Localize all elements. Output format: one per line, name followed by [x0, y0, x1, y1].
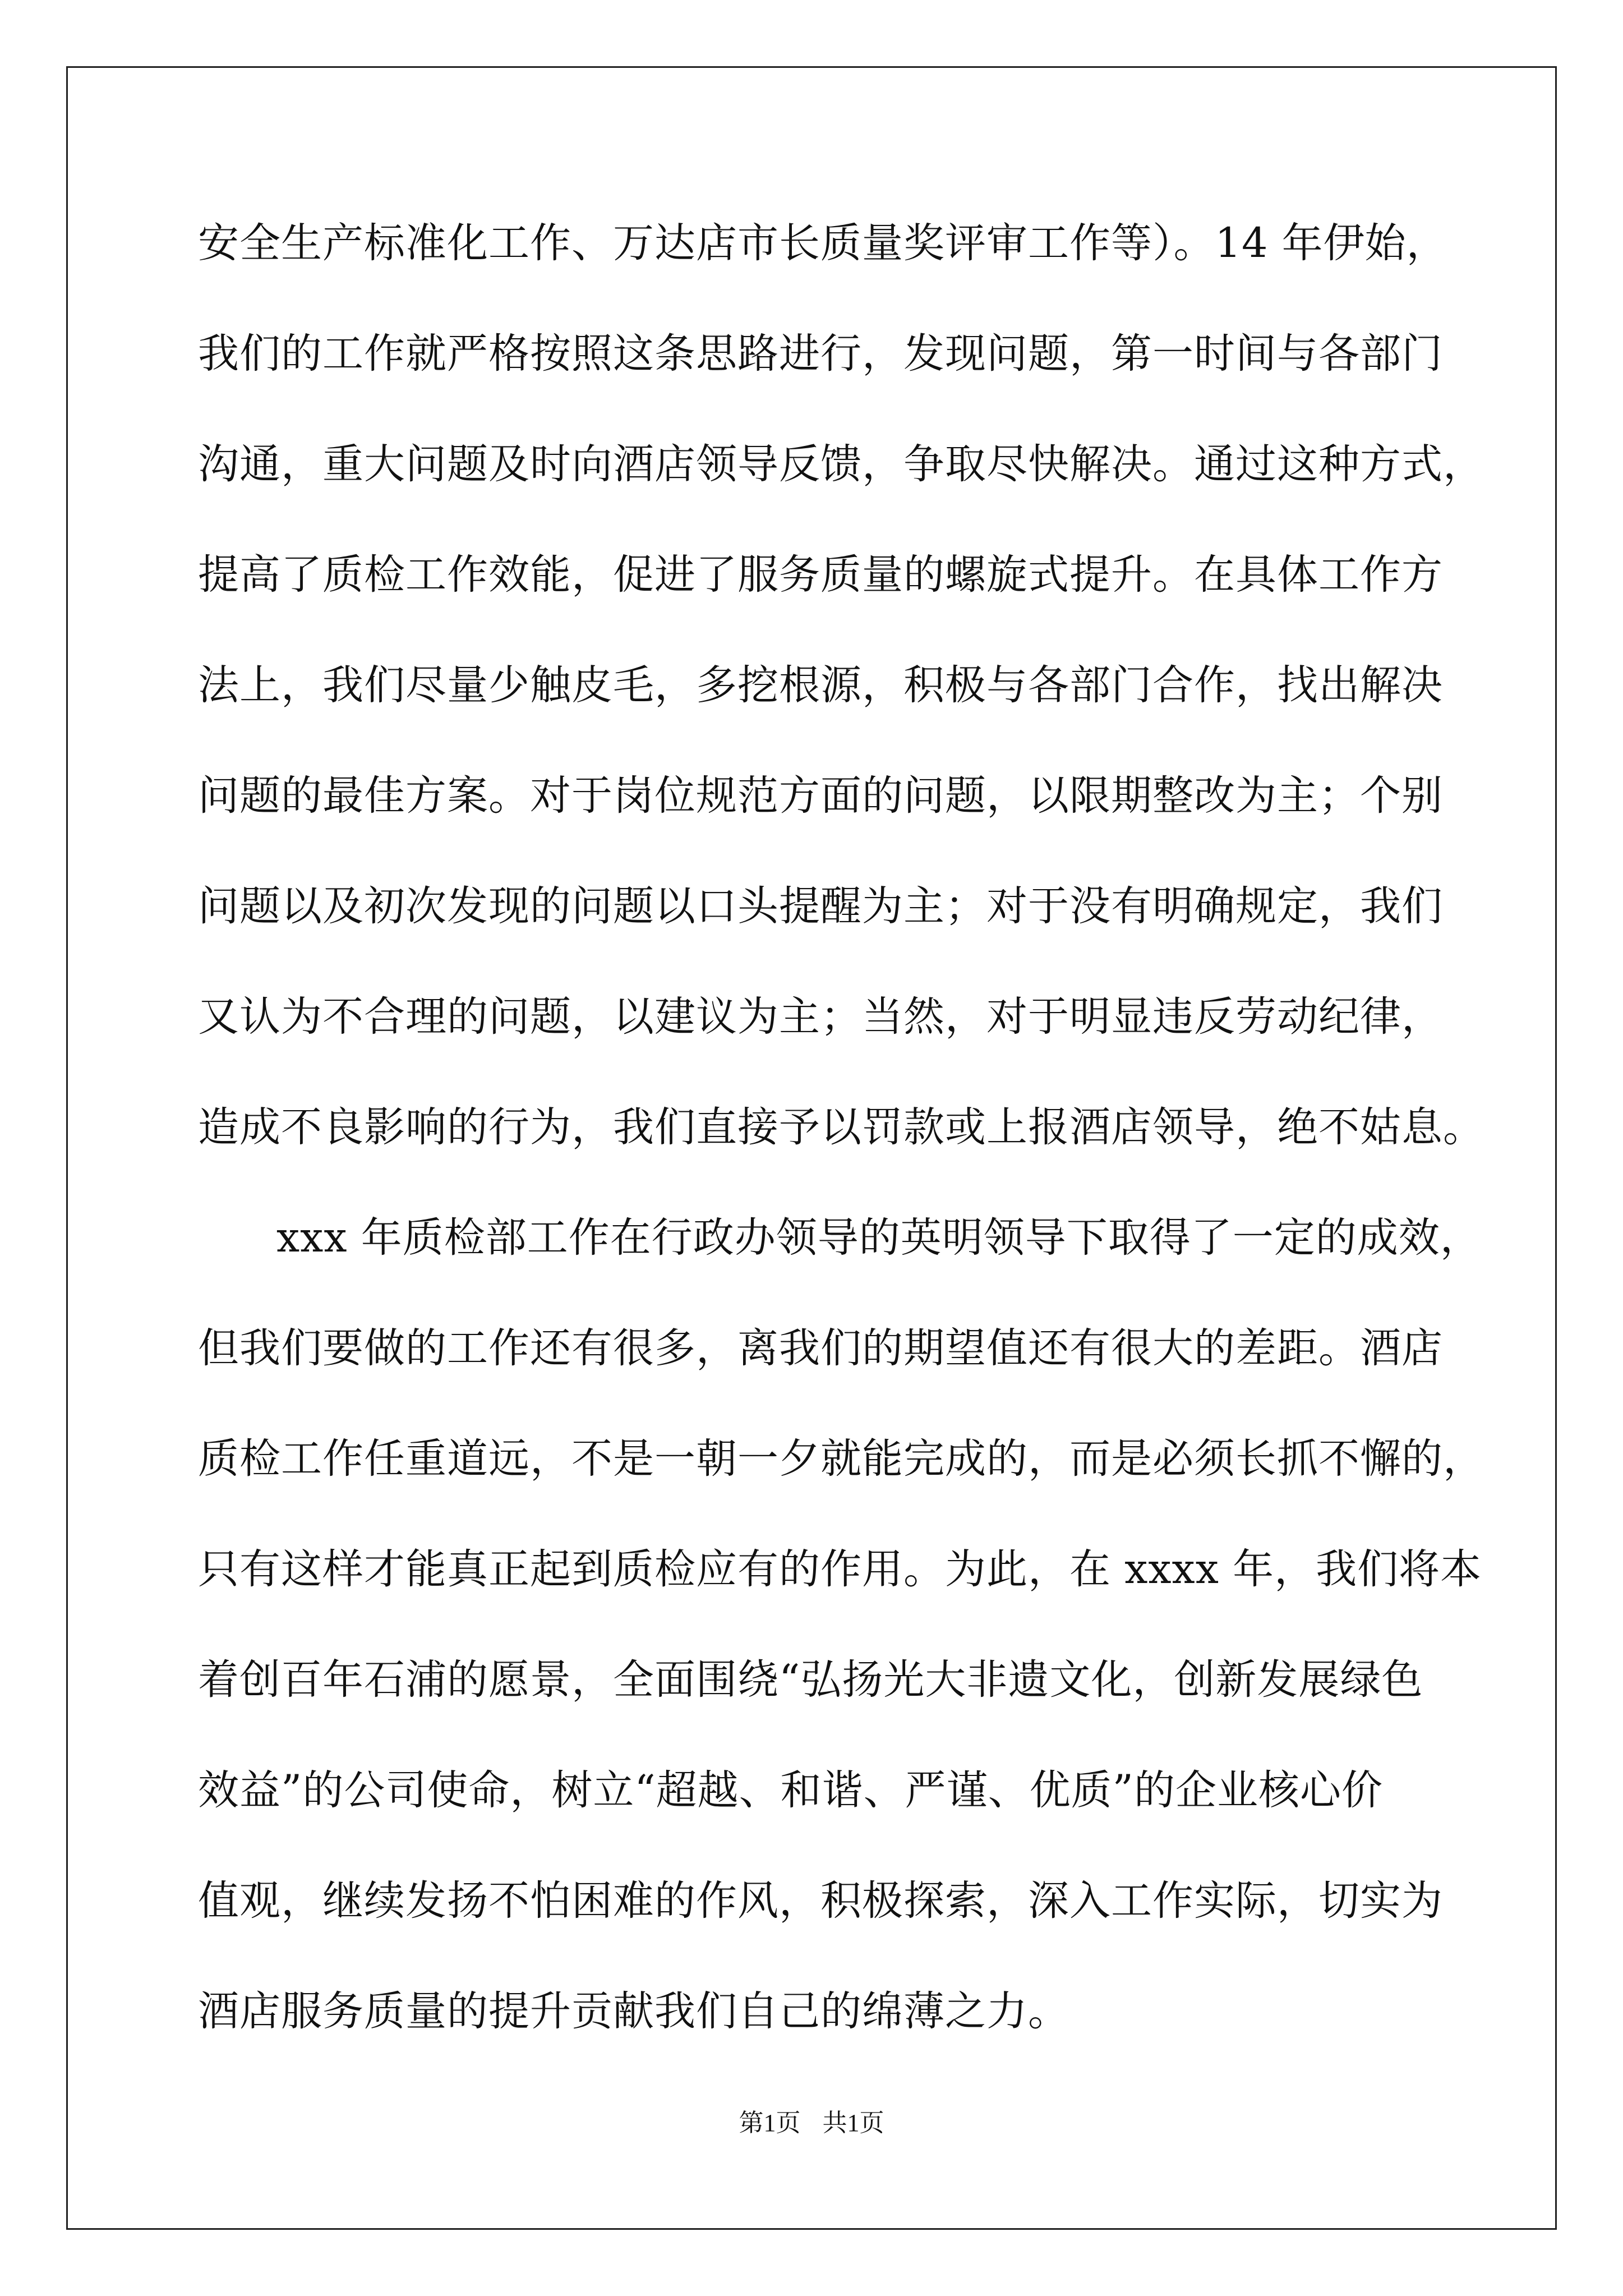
text-line: 安全生产标准化工作、万达店市长质量奖评审工作等）。14 年伊始，	[198, 219, 1448, 267]
text-line: 问题以及初次发现的问题以口头提醒为主；对于没有明确规定，我们	[198, 882, 1443, 930]
text-line: 着创百年石浦的愿景，全面围绕“弘扬光大非遗文化，创新发展绿色	[198, 1656, 1423, 1704]
text-line: 效益”的公司使命，树立“超越、和谐、严谨、优质”的企业核心价	[198, 1766, 1383, 1814]
text-line: 质检工作任重道远，不是一朝一夕就能完成的，而是必须长抓不懈的，	[198, 1435, 1484, 1483]
document-body	[198, 215, 1484, 2094]
text-line: 我们的工作就严格按照这条思路进行，发现问题，第一时间与各部门	[198, 330, 1443, 378]
text-line: 提高了质检工作效能，促进了服务质量的螺旋式提升。在具体工作方	[198, 551, 1443, 599]
text-line: 但我们要做的工作还有很多，离我们的期望值还有很大的差距。酒店	[198, 1324, 1443, 1372]
page-number: 第1页	[739, 2109, 801, 2137]
text-line: 酒店服务质量的提升贡献我们自己的绵薄之力。	[198, 1987, 1069, 2035]
text-line: 只有这样才能真正起到质检应有的作用。为此，在 xxxx 年，我们将本	[198, 1545, 1482, 1593]
text-line: 沟通，重大问题及时向酒店领导反馈，争取尽快解决。通过这种方式，	[198, 440, 1484, 488]
text-line: 问题的最佳方案。对于岗位规范方面的问题，以限期整改为主；个别	[198, 772, 1443, 820]
paragraph-start-line: xxx 年质检部工作在行政办领导的英明领导下取得了一定的成效，	[276, 1214, 1482, 1262]
text-line: 值观，继续发扬不怕困难的作风，积极探索，深入工作实际，切实为	[198, 1877, 1443, 1925]
text-line: 法上，我们尽量少触皮毛，多挖根源，积极与各部门合作，找出解决	[198, 661, 1443, 709]
text-line: 造成不良影响的行为，我们直接予以罚款或上报酒店领导，绝不姑息。	[198, 1103, 1484, 1151]
text-line: 又认为不合理的问题，以建议为主；当然，对于明显违反劳动纪律，	[198, 993, 1443, 1041]
page-count: 共1页	[822, 2109, 884, 2137]
page-footer	[0, 2102, 1623, 2138]
